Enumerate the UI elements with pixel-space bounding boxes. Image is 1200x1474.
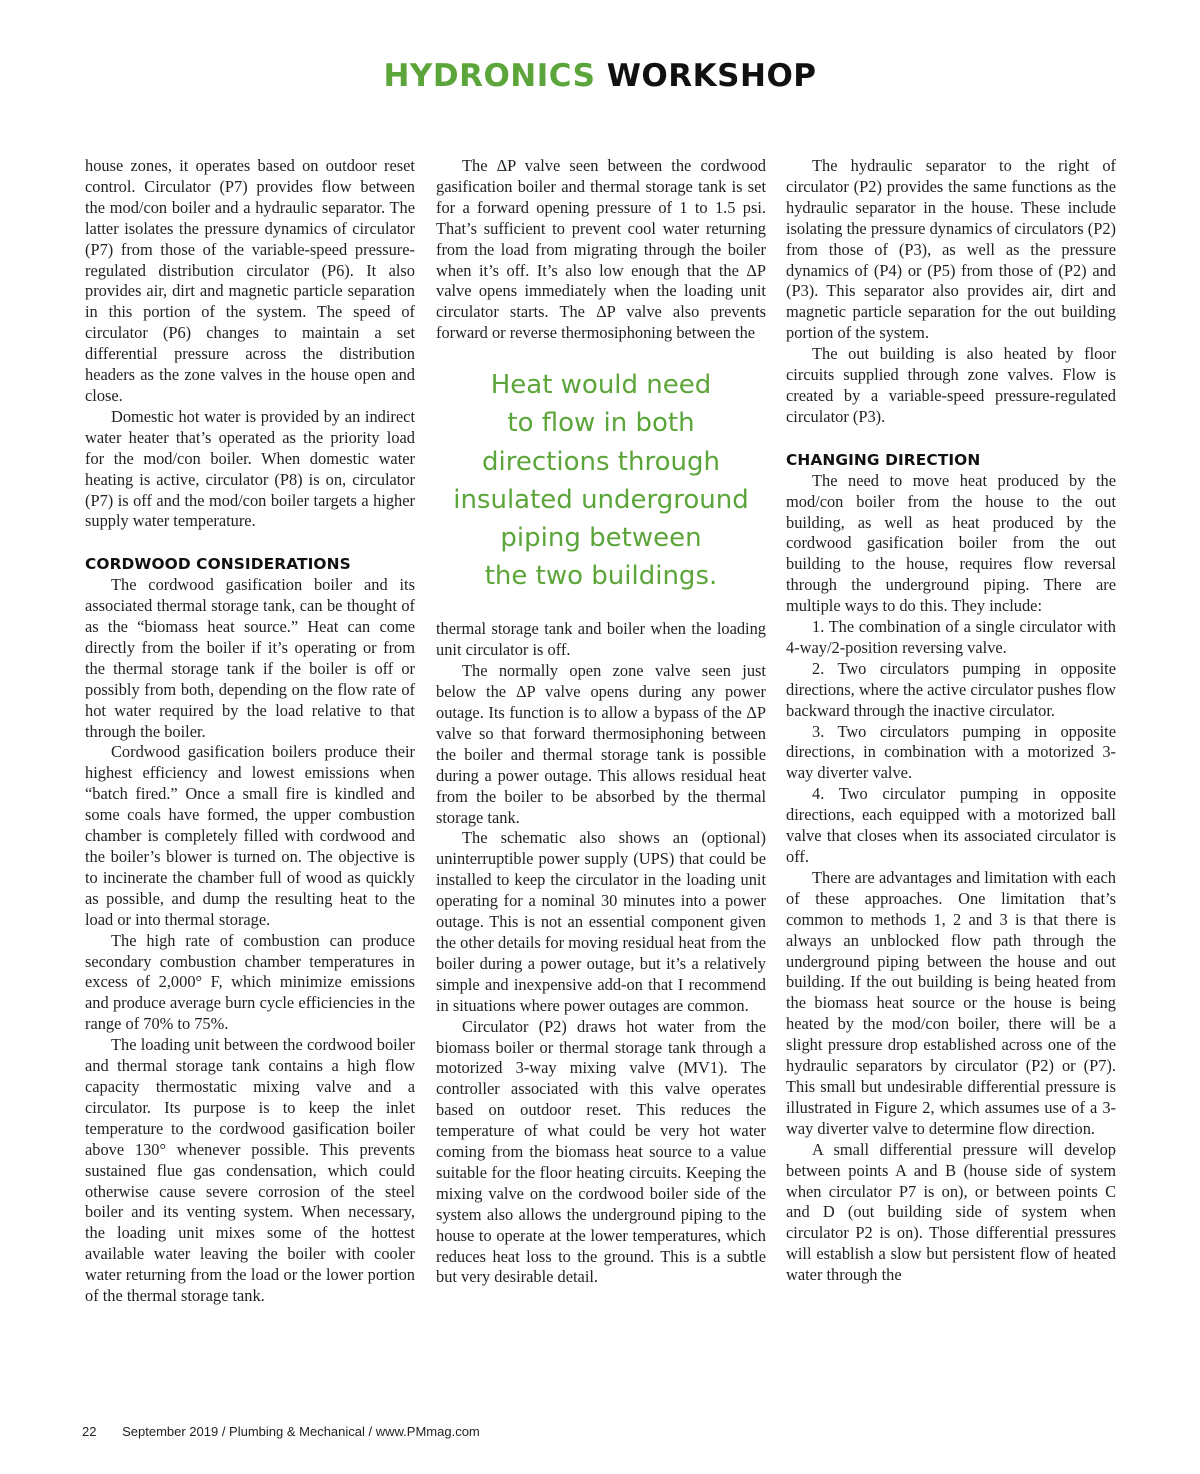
list-item: 1. The combination of a single circulator with 4-way/2-position reversing valve. — [786, 617, 1116, 657]
section-heading-changing-direction: CHANGING DIRECTION — [786, 450, 981, 469]
paragraph: The hydraulic separator to the right of circulator (P2) provides the same functions as the hydraulic separator in the house. These include isolating the pressure dynamics of circulators (P2) from those of (P3), as well as the pressure dynamics of (P4) or (P5) from those of (P2) and (P3). This separator also provides air, dirt and magnetic particle separation for the out building portion of the system. — [786, 156, 1116, 343]
paragraph: thermal storage tank and boiler when the loading unit circulator is off. — [436, 619, 766, 660]
paragraph: The high rate of combustion can produce secondary combustion chamber temperatures in excess of 2,000° F, which minimize emissions and produce average burn cycle efficiencies in the range of 70% to 75%. — [85, 930, 415, 1034]
pull-quote-line: piping between — [500, 522, 702, 553]
column-middle — [436, 156, 766, 1288]
paragraph: Domestic hot water is provided by an indirect water heater that’s operated as the priority load for the mod/con boiler. When domestic water heating is active, circulator (P8) is on, circulator (P7) is off and the mod/con boiler targets a higher supply water temperature. — [85, 406, 415, 531]
paragraph: The normally open zone valve seen just below the ΔP valve opens during any power outage. Its function is to allow a bypass of the ΔP valve so that forward thermosiphoning between the boiler and thermal storage tank is possible during a power outage. This allows residual heat from the boiler to be absorbed by the thermal storage tank. — [436, 661, 766, 827]
paragraph: The out building is also heated by floor circuits supplied through zone valves. Flow is created by a variable-speed pressure-regulated circulator (P3). — [786, 344, 1116, 426]
paragraph: The cordwood gasification boiler and its associated thermal storage tank, can be thought of as the “biomass heat source.” Heat can come directly from the boiler if it’s operating or from the thermal storage tank if the boiler is off or possibly from both, depending on the flow rate of hot water required by the load relative to that through the boiler. — [85, 575, 415, 741]
column-left — [85, 156, 415, 1307]
list-item: 2. Two circulators pumping in opposite directions, where the active circulator pushes flow backward through the inactive circulator. — [786, 658, 1116, 720]
paragraph: There are advantages and limitation with each of these approaches. One limitation that’s common to methods 1, 2 and 3 is that there is always an unblocked flow path through the underground piping between the house and out building. If the out building is being heated from the biomass heat source or the house is being heated by the mod/con boiler, there will be a slight pressure drop established across one of the hydraulic separators by circulator (P2) or (P7). This small but undesirable differential pressure is illustrated in Figure 2, which assumes use of a 3-way diverter valve to determine flow direction. — [786, 867, 1116, 1138]
list-item: 4. Two circulator pumping in opposite directions, each equipped with a motorized ball valve that closes when its associated circulator is off. — [786, 784, 1116, 866]
masthead-hydronics: HYDRONICS — [383, 58, 596, 94]
pull-quote-line: the two buildings. — [484, 561, 718, 592]
section-masthead — [0, 56, 1200, 96]
masthead-workshop: WORKSHOP — [606, 58, 817, 94]
paragraph: Cordwood gasification boilers produce their highest efficiency and lowest emissions when “batch fired.” Once a small fire is kindled and some coals have formed, the upper combustion chamber is completely filled with cordwood and the boiler’s blower is turned on. The objective is to incinerate the chamber full of wood as quickly as possible, and dump the resulting heat to the load or into thermal storage. — [85, 742, 415, 929]
pull-quote — [436, 366, 766, 595]
section-heading-cordwood: CORDWOOD CONSIDERATIONS — [85, 555, 351, 574]
pull-quote-line: Heat would need — [490, 370, 712, 401]
paragraph: The ΔP valve seen between the cordwood gasification boiler and thermal storage tank is set for a forward opening pressure of 1 to 1.5 psi. That’s sufficient to prevent cool water returning from the load from migrating through the boiler when it’s off. It’s also low enough that the ΔP valve opens immediately when the loading unit circulator starts. The ΔP valve also prevents forward or reverse thermosiphoning between the — [436, 156, 766, 343]
paragraph: house zones, it operates based on outdoor reset control. Circulator (P7) provides flow between the mod/con boiler and a hydraulic separator. The latter isolates the pressure dynamics of circulator (P7) from those of the variable-speed pressure-regulated distribution circulator (P6). It also provides air, dirt and magnetic particle separation in this portion of the system. The speed of circulator (P6) changes to maintain a set differential pressure across the distribution headers as the zone valves in the house open and close. — [85, 156, 415, 405]
page-footer — [82, 1424, 480, 1439]
pull-quote-line: directions through — [482, 446, 720, 477]
pull-quote-line: insulated underground — [453, 484, 749, 515]
paragraph: A small differential pressure will develop between points A and B (house side of system when circulator P7 is on), or between points C and D (out building side of system when circulator P2 is on). Those differential pressures will establish a slow but persistent flow of heated water through the — [786, 1139, 1116, 1285]
pull-quote-line: to flow in both — [507, 408, 695, 439]
paragraph: The need to move heat produced by the mod/con boiler from the house to the out building, as well as heat produced by the cordwood gasification boiler from the out building to the house, requires flow reversal through the underground piping. There are multiple ways to do this. They include: — [786, 470, 1116, 616]
paragraph: The schematic also shows an (optional) uninterruptible power supply (UPS) that could be installed to keep the circulator in the loading unit operating for a nominal 30 minutes into a power outage. This is not an essential component given the other details for moving residual heat from the boiler during a power outage, but it’s a relatively simple and inexpensive add-on that I recommend in situations where power outages are common. — [436, 828, 766, 1015]
list-item: 3. Two circulators pumping in opposite directions, in combination with a motorized 3-way diverter valve. — [786, 721, 1116, 783]
issue-info: September 2019 / Plumbing & Mechanical / www.PMmag.com — [122, 1424, 480, 1439]
column-right — [786, 156, 1116, 1286]
paragraph: The loading unit between the cordwood boiler and thermal storage tank contains a high flow capacity thermostatic mixing valve and a circulator. Its purpose is to keep the inlet temperature to the cordwood gasification boiler above 130° whenever possible. This prevents sustained flue gas condensation, which could otherwise cause severe corrosion of the steel boiler and its venting system. When necessary, the loading unit mixes some of the hottest available water leaving the boiler with cooler water returning from the load or the lower portion of the thermal storage tank. — [85, 1035, 415, 1306]
paragraph: Circulator (P2) draws hot water from the biomass boiler or thermal storage tank through a motorized 3-way mixing valve (MV1). The controller associated with this valve operates based on outdoor reset. This reduces the temperature of what could be very hot water coming from the biomass heat source to a value suitable for the floor heating circuits. Keeping the mixing valve on the cordwood boiler side of the system also allows the underground piping to the house to operate at the lower temperatures, which reduces heat loss to the ground. This is a subtle but very desirable detail. — [436, 1016, 766, 1287]
page-number: 22 — [82, 1424, 97, 1439]
